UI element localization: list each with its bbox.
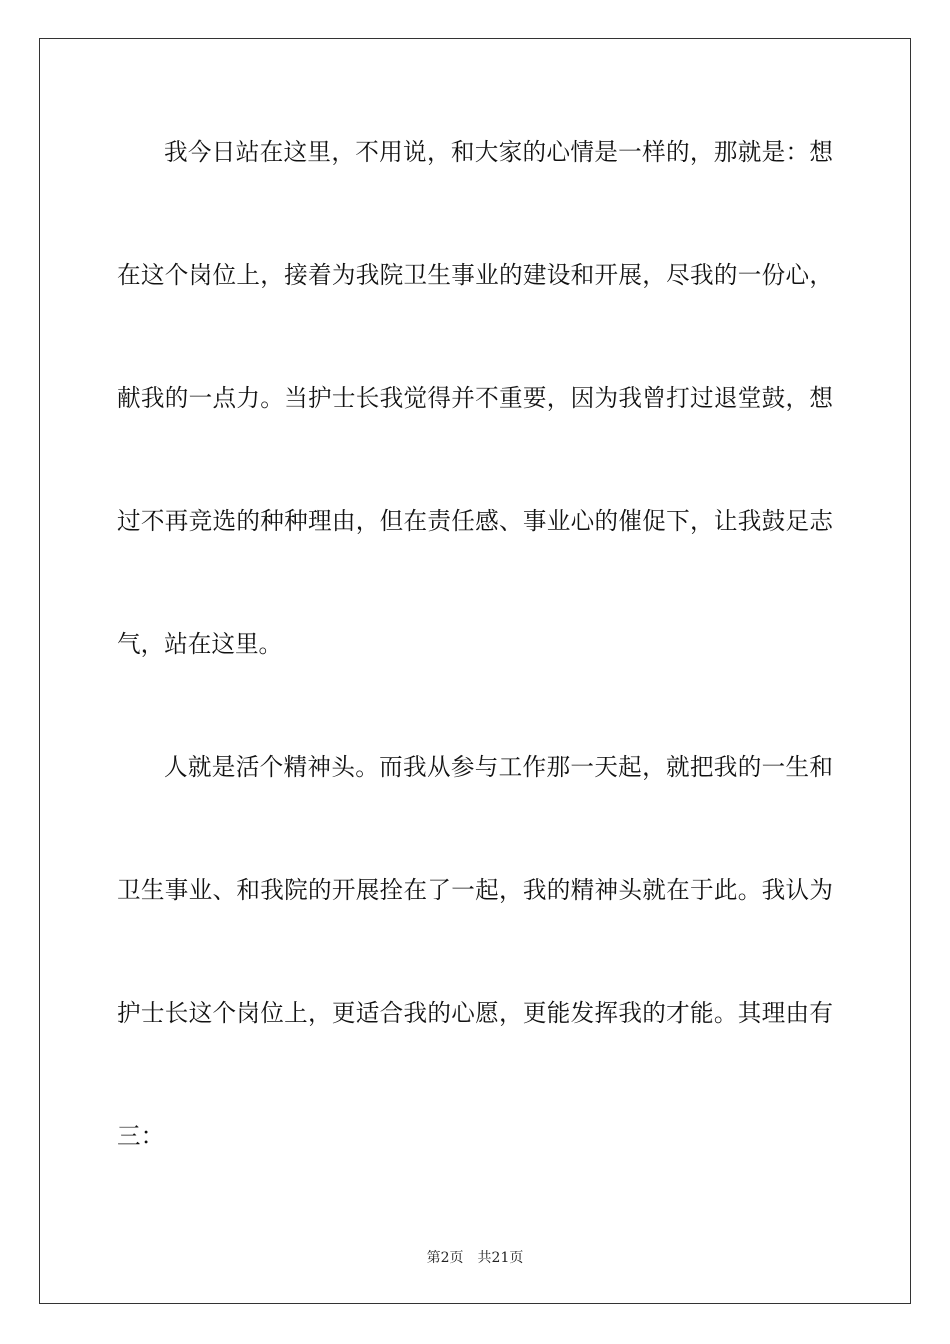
page-border bbox=[39, 38, 911, 1304]
paragraph-2-line-4: 三： bbox=[117, 1122, 165, 1150]
paragraph-2-line-1: 人就是活个精神头。而我从参与工作那一天起，就把我的一生和 bbox=[164, 753, 833, 781]
paragraph-2-line-2: 卫生事业、和我院的开展拴在了一起，我的精神头就在于此。我认为 bbox=[117, 876, 833, 904]
paragraph-2-line-3: 护士长这个岗位上，更适合我的心愿，更能发挥我的才能。其理由有 bbox=[117, 999, 833, 1027]
paragraph-1-line-3: 献我的一点力。当护士长我觉得并不重要，因为我曾打过退堂鼓，想 bbox=[117, 384, 833, 412]
paragraph-1-line-1: 我今日站在这里，不用说，和大家的心情是一样的，那就是：想 bbox=[164, 138, 833, 166]
paragraph-1-line-4: 过不再竞选的种种理由，但在责任感、事业心的催促下，让我鼓足志 bbox=[117, 507, 833, 535]
page-number: 第2页 bbox=[426, 1250, 464, 1266]
paragraph-1-line-2: 在这个岗位上，接着为我院卫生事业的建设和开展，尽我的一份心， bbox=[117, 261, 833, 289]
paragraph-1-line-5: 气，站在这里。 bbox=[117, 630, 283, 658]
page-total: 共21页 bbox=[477, 1250, 524, 1266]
page-footer bbox=[0, 1247, 950, 1267]
